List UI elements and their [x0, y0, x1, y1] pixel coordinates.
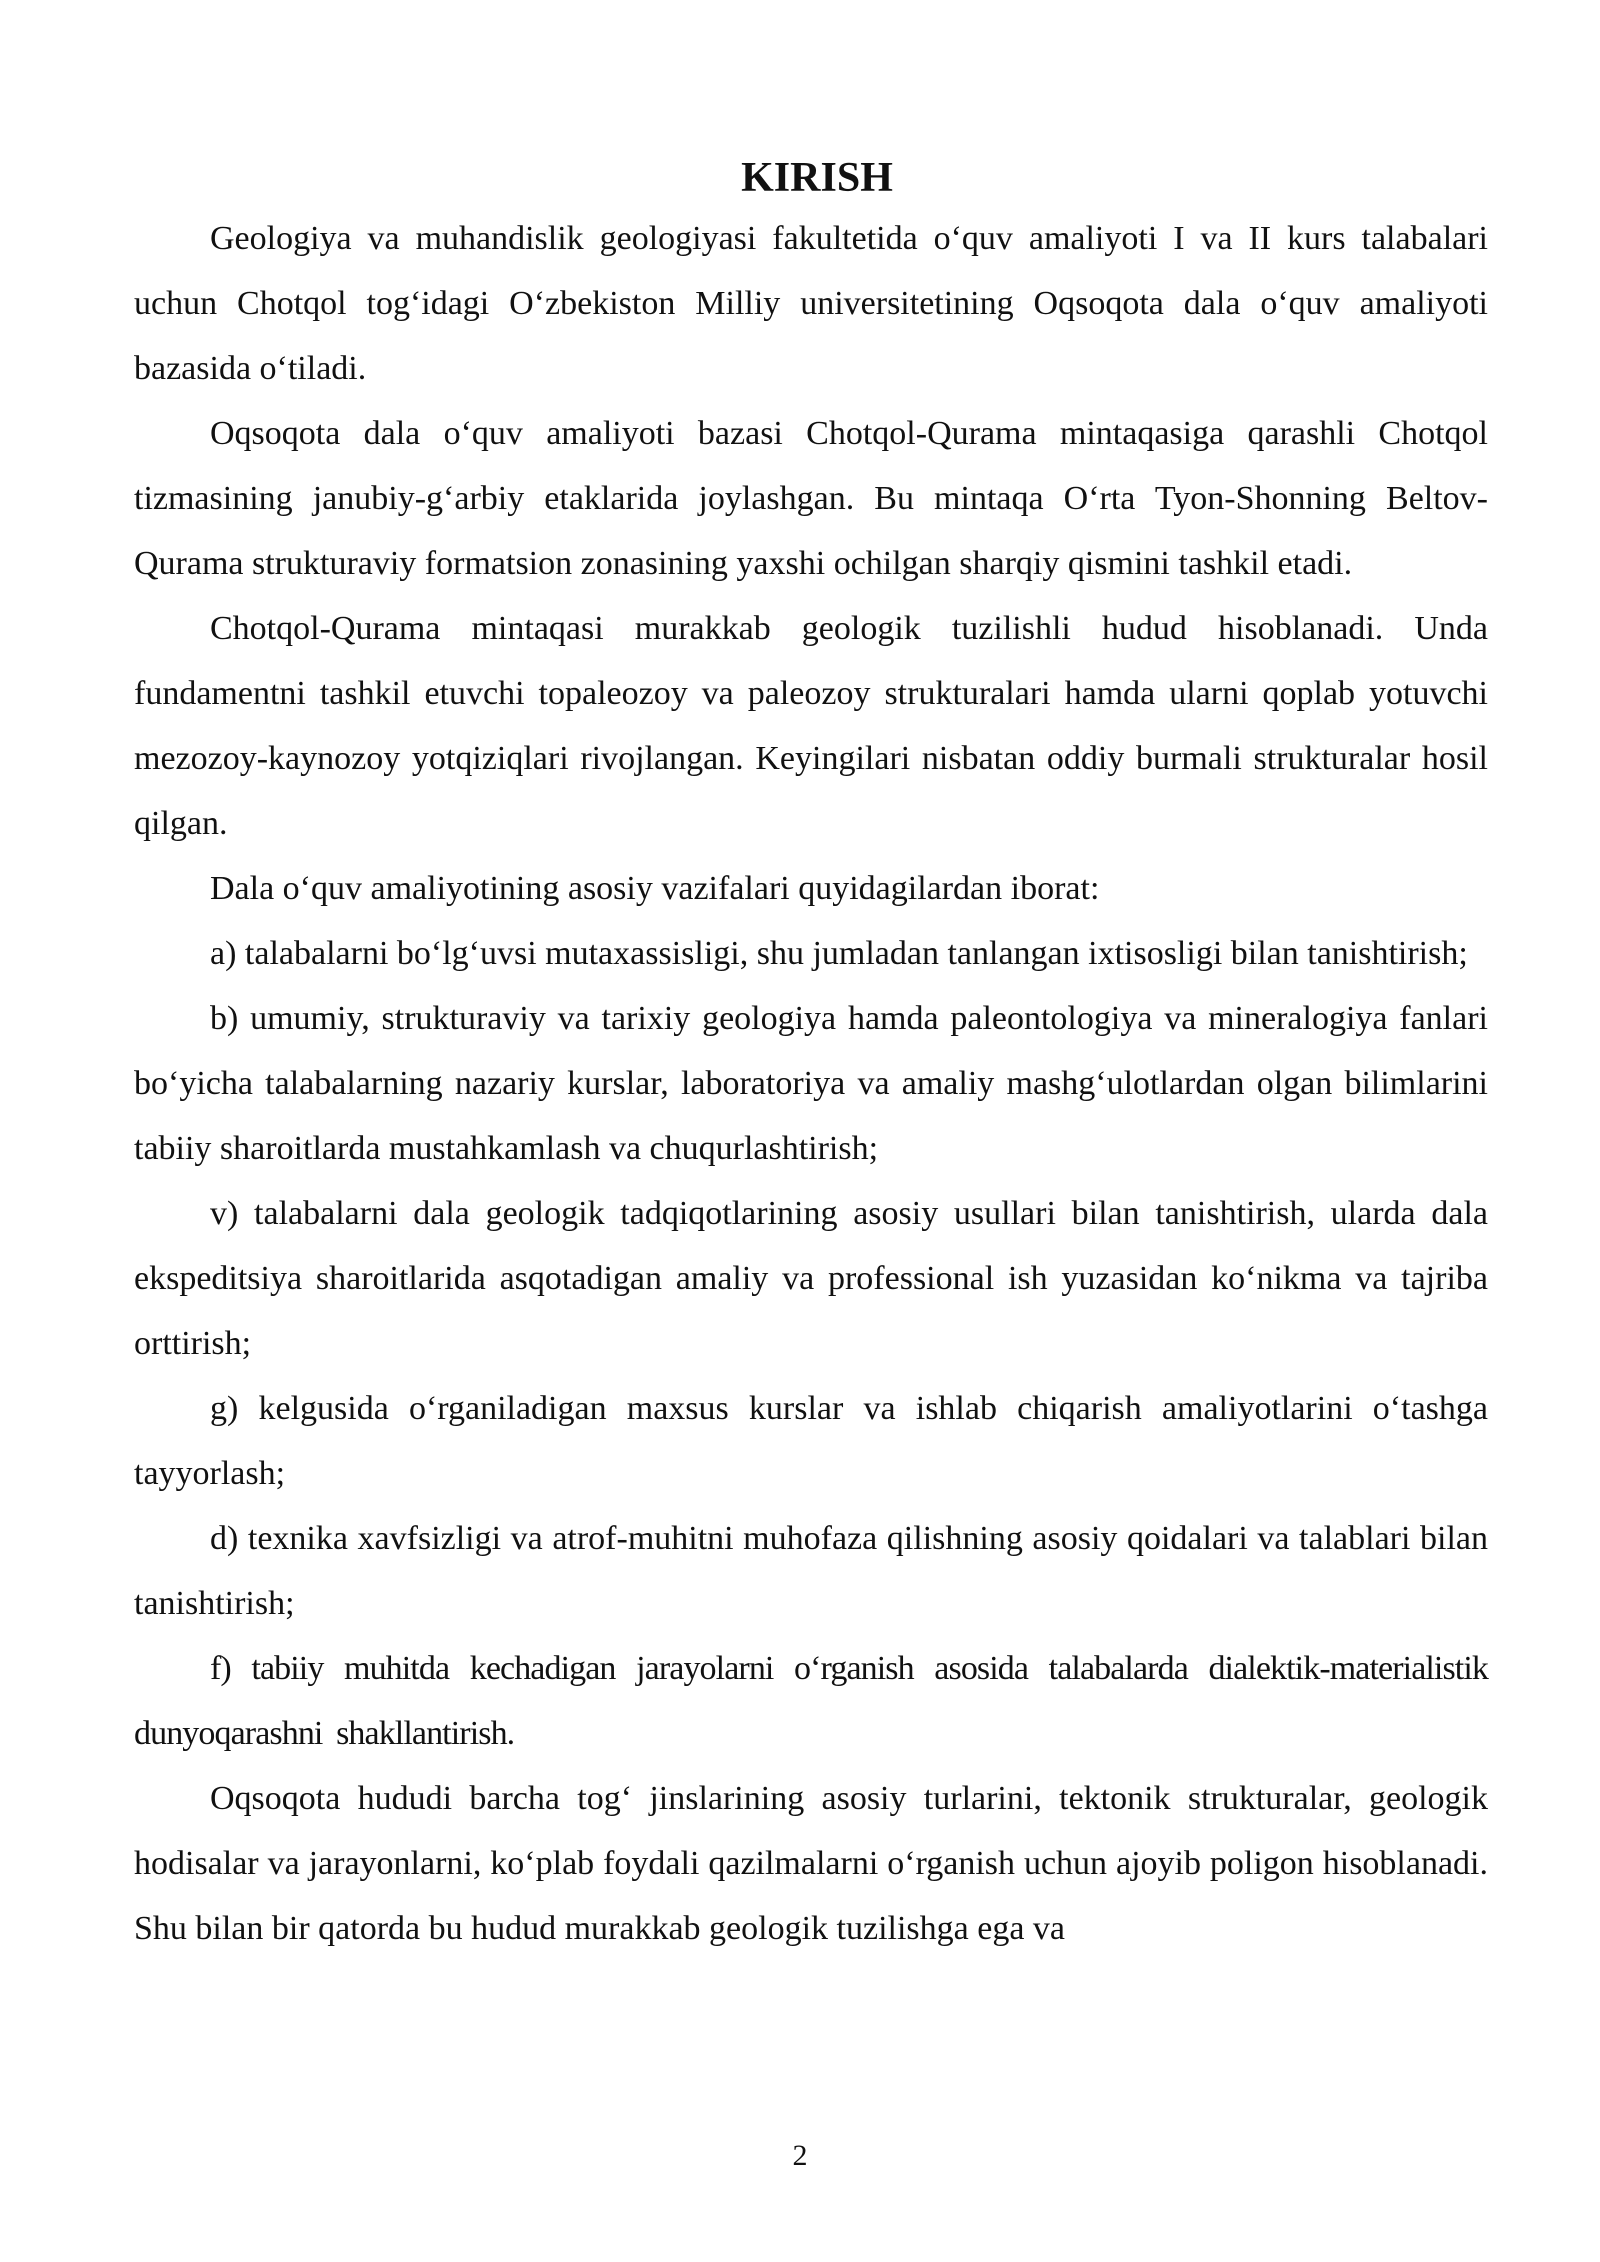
- geology-paragraph: Chotqol-Qurama mintaqasi murakkab geologik tuzilishli hudud hisoblanadi. Unda fundamentni tashkil etuvchi topaleozoy va paleozoy strukturalari hamda ularni qoplab yotuvchi mezozoy-kaynozoy yotqiziqlari rivojlangan. Keyingilari nisbatan oddiy burmali strukturalar hosil qilgan.: [134, 610, 1488, 842]
- page-content: [134, 150, 1488, 1961]
- task-item-f: f) tabiiy muhitda kechadigan jarayolarni o‘rganish asosida talabalarda dialektik-materialistik dunyoqarashni shakllantirish.: [134, 1650, 1488, 1752]
- section-title: KIRISH: [741, 155, 893, 201]
- task-item-v: v) talabalarni dala geologik tadqiqotlarining asosiy usullari bilan tanishtirish, ularda dala ekspeditsiya sharoitlarida asqotadigan amaliy va professional ish yuzasidan ko‘nikma va tajriba orttirish;: [134, 1195, 1488, 1362]
- page-number: 2: [792, 2139, 808, 2172]
- intro-paragraph: Geologiya va muhandislik geologiyasi fakultetida o‘quv amaliyoti I va II kurs talabalari uchun Chotqol tog‘idagi O‘zbekiston Milliy universitetining Oqsoqota dala o‘quv amaliyoti bazasida o‘tiladi.: [134, 220, 1488, 387]
- location-paragraph: Oqsoqota dala o‘quv amaliyoti bazasi Chotqol-Qurama mintaqasiga qarashli Chotqol tizmasining janubiy-g‘arbiy etaklarida joylashgan. Bu mintaqa O‘rta Tyon-Shonning Beltov-Qurama strukturaviy formatsion zonasining yaxshi ochilgan sharqiy qismini tashkil etadi.: [134, 415, 1488, 582]
- task-item-b: b) umumiy, strukturaviy va tarixiy geologiya hamda paleontologiya va mineralogiya fanlari bo‘yicha talabalarning nazariy kurslar, laboratoriya va amaliy mashg‘ulotlardan olgan bilimlarini tabiiy sharoitlarda mustahkamlash va chuqurlashtirish;: [134, 1000, 1488, 1167]
- region-paragraph: Oqsoqota hududi barcha tog‘ jinslarining asosiy turlarini, tektonik strukturalar, geologik hodisalar va jarayonlarni, ko‘plab foydali qazilmalarni o‘rganish uchun ajoyib poligon hisoblanadi. Shu bilan bir qatorda bu hudud murakkab geologik tuzilishga ega va: [134, 1780, 1488, 1947]
- task-item-a: a) talabalarni bo‘lg‘uvsi mutaxassisligi, shu jumladan tanlangan ixtisosligi bilan tanishtirish;: [210, 935, 1468, 972]
- task-item-d: d) texnika xavfsizligi va atrof-muhitni muhofaza qilishning asosiy qoidalari va talablari bilan tanishtirish;: [134, 1520, 1488, 1622]
- task-item-g: g) kelgusida o‘rganiladigan maxsus kurslar va ishlab chiqarish amaliyotlarini o‘tashga tayyorlash;: [134, 1390, 1488, 1492]
- tasks-intro-paragraph: Dala o‘quv amaliyotining asosiy vazifalari quyidagilardan iborat:: [210, 870, 1100, 907]
